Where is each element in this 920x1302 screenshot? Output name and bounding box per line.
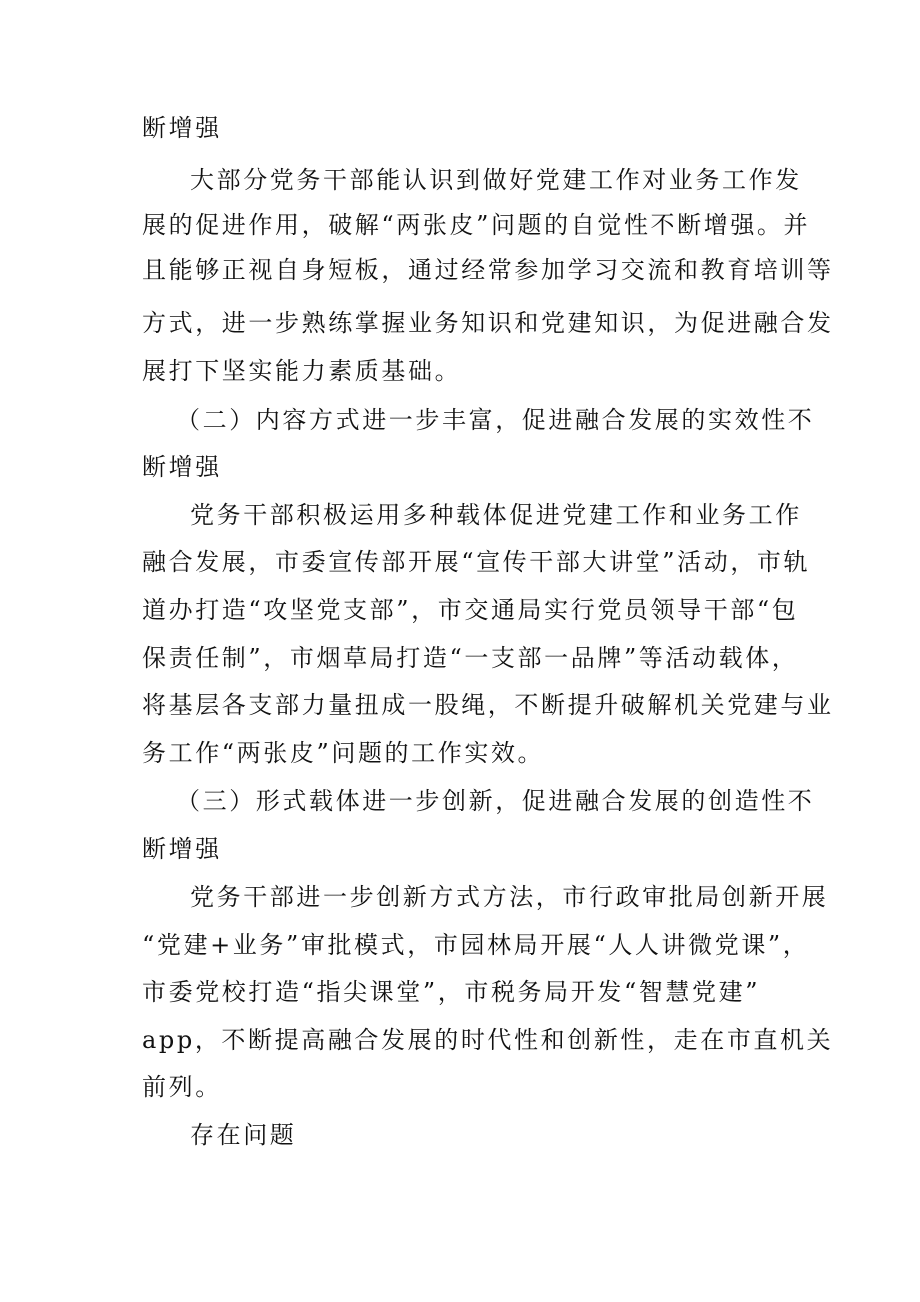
text-line: “党建+业务”审批模式，市园林局开展“人人讲微党课”， — [142, 931, 810, 959]
text-line: 方式，进一步熟练掌握业务知识和党建知识，为促进融合发 — [142, 309, 834, 337]
text-line: 且能够正视自身短板，通过经常参加学习交流和教育培训等 — [142, 256, 834, 284]
text-line: 市委党校打造“指尖课堂”，市税务局开发“智慧党建” — [142, 978, 761, 1006]
section-heading-2-cont: 断增强 — [142, 453, 222, 481]
text-line: 将基层各支部力量扭成一股绳，不断提升破解机关党建与业 — [142, 691, 834, 719]
text-line: 保责任制”，市烟草局打造“一支部一品牌”等活动载体， — [142, 644, 799, 672]
text-line: 断增强 — [142, 114, 222, 142]
section-heading-2: （二）内容方式进一步丰富，促进融合发展的实效性不 — [176, 406, 815, 434]
text-line: 展打下坚实能力素质基础。 — [142, 357, 462, 385]
paragraph-2-line: 党务干部积极运用多种载体促进党建工作和业务工作 — [190, 501, 802, 529]
text-line: app，不断提高融合发展的时代性和创新性，走在市直机关 — [142, 1026, 834, 1054]
text-line: 务工作“两张皮”问题的工作实效。 — [142, 739, 545, 767]
section-heading-3-cont: 断增强 — [142, 835, 222, 863]
section-heading-problems: 存在问题 — [190, 1121, 297, 1149]
text-line: 道办打造“攻坚党支部”，市交通局实行党员领导干部“包 — [142, 596, 799, 624]
text-line: 展的促进作用，破解“两张皮”问题的自觉性不断增强。并 — [142, 211, 811, 239]
text-line: 前列。 — [142, 1073, 222, 1101]
section-heading-3: （三）形式载体进一步创新，促进融合发展的创造性不 — [176, 787, 815, 815]
text-line: 融合发展，市委宣传部开展“宣传干部大讲堂”活动，市轨 — [142, 548, 811, 576]
paragraph-3-line: 党务干部进一步创新方式方法，市行政审批局创新开展 — [190, 883, 829, 911]
paragraph-1-line: 大部分党务干部能认识到做好党建工作对业务工作发 — [190, 166, 802, 194]
